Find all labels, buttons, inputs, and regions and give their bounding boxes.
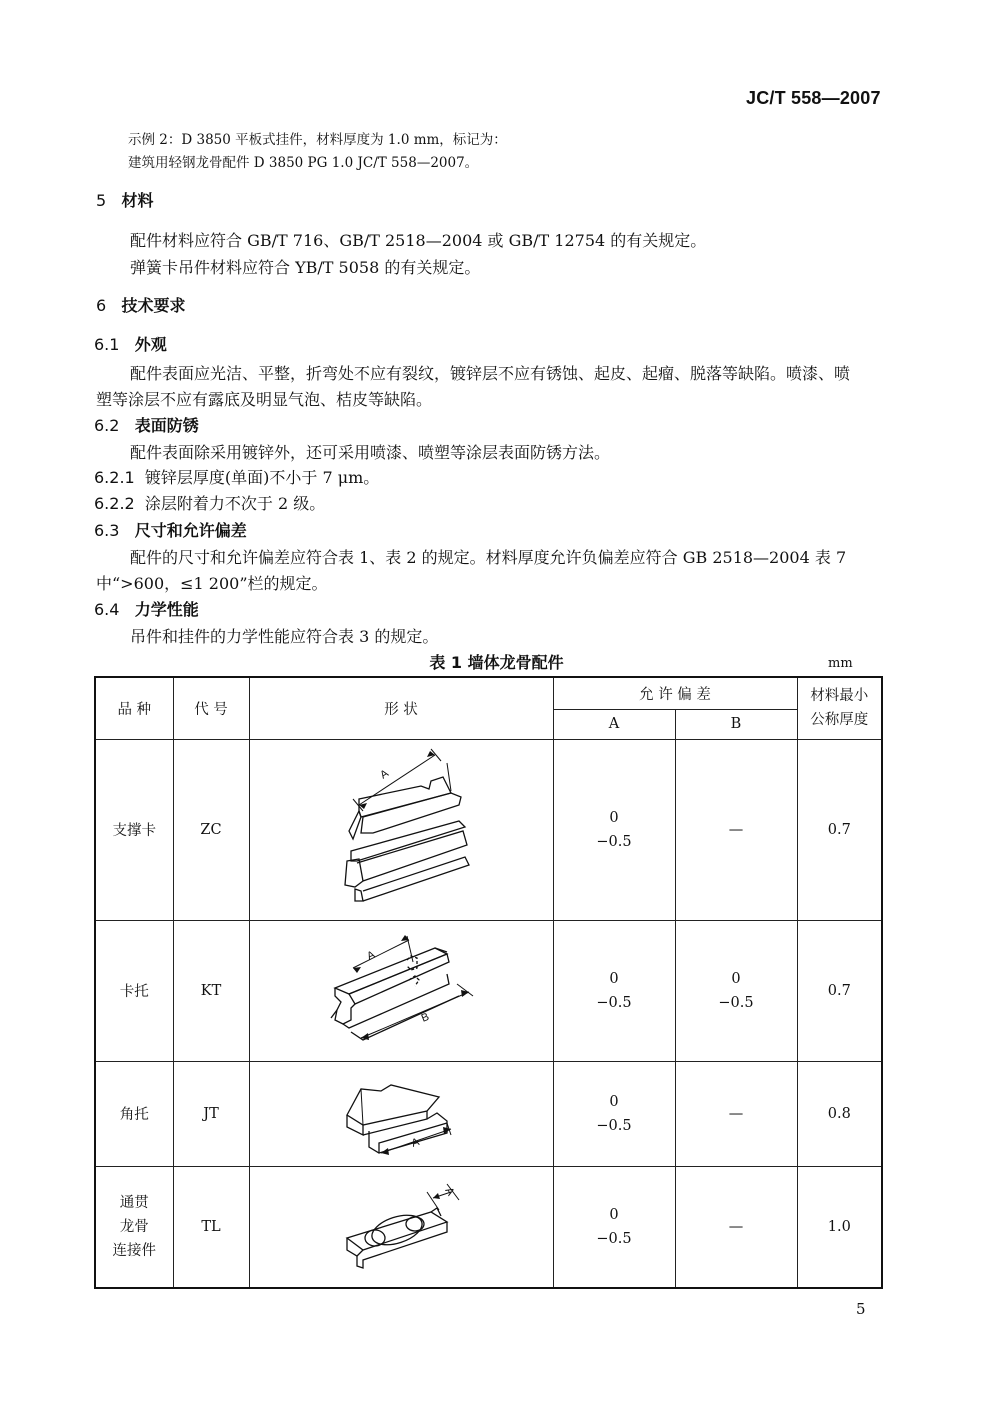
section-number: 6 — [96, 296, 107, 315]
variety-line-1: 通贯 — [119, 1194, 149, 1211]
section-6-1-paragraph-line-2: 塑等涂层不应有露底及明显气泡、桔皮等缺陷。 — [96, 390, 433, 409]
tolerance-a-lower: −0.5 — [596, 833, 632, 850]
section-number: 6.2.2 — [94, 494, 135, 513]
section-6-heading — [96, 293, 185, 316]
section-text: 涂层附着力不次于 2 级。 — [144, 494, 326, 513]
tolerance-b-upper: 0 — [731, 970, 741, 987]
header-tolerance-b: B — [675, 709, 797, 739]
thickness-cell: 1.0 — [797, 1166, 882, 1288]
shape-cell — [249, 920, 553, 1061]
tolerance-a-cell — [553, 739, 675, 920]
section-6-2-2 — [94, 491, 325, 514]
section-6-2-1 — [94, 465, 379, 488]
section-text: 镀锌层厚度(单面)不小于 7 μm。 — [144, 468, 380, 487]
section-6-1-paragraph-line-1: 配件表面应光洁、平整，折弯处不应有裂纹，镀锌层不应有锈蚀、起皮、起瘤、脱落等缺陷。喷漆、喷 — [130, 364, 851, 383]
variety-cell: 卡托 — [95, 920, 173, 1061]
section-title: 表面防锈 — [134, 416, 199, 435]
thickness-cell: 0.8 — [797, 1061, 882, 1166]
standard-number: JC/T 558—2007 — [746, 88, 881, 108]
section-title: 外观 — [134, 335, 167, 354]
thickness-cell: 0.7 — [797, 920, 882, 1061]
tolerance-a-lower: −0.5 — [596, 994, 632, 1011]
shape-cell — [249, 1166, 553, 1288]
table-row — [95, 920, 882, 1061]
header-tolerance-a: A — [553, 709, 675, 739]
through-stud-connector-drawing — [251, 1168, 551, 1286]
dimension-a-label: A — [442, 1185, 457, 1198]
section-6-2-heading — [94, 413, 199, 436]
section-title: 技术要求 — [121, 296, 186, 315]
section-number: 5 — [96, 191, 107, 210]
header-variety: 品 种 — [95, 677, 173, 739]
shape-cell — [249, 739, 553, 920]
table-unit: mm — [828, 656, 853, 671]
variety-line-3: 连接件 — [112, 1242, 156, 1259]
example-line-1: 示例 2：D 3850 平板式挂件，材料厚度为 1.0 mm，标记为： — [128, 132, 507, 148]
section-5-heading — [96, 188, 153, 211]
section-title: 力学性能 — [134, 600, 199, 619]
tolerance-b-lower: −0.5 — [718, 994, 754, 1011]
code-cell: ZC — [173, 739, 249, 920]
tolerance-b-upper: — — [728, 821, 744, 838]
dimension-b-label: B — [419, 1010, 431, 1025]
header-min-thickness — [797, 677, 882, 739]
section-title: 材料 — [121, 191, 154, 210]
code-cell: JT — [173, 1061, 249, 1166]
dimension-a-label: A — [365, 948, 377, 963]
page-number: 5 — [856, 1300, 866, 1318]
table-row — [95, 739, 882, 920]
tolerance-b-upper: — — [728, 1105, 744, 1122]
header-code: 代 号 — [173, 677, 249, 739]
tolerance-b-cell — [675, 1061, 797, 1166]
thickness-cell: 0.7 — [797, 739, 882, 920]
tolerance-a-upper: 0 — [609, 1206, 619, 1223]
code-cell: TL — [173, 1166, 249, 1288]
header-shape: 形 状 — [249, 677, 553, 739]
table-row — [95, 1061, 882, 1166]
dimension-a-label: A — [409, 1135, 421, 1150]
tolerance-b-cell — [675, 920, 797, 1061]
tolerance-b-cell — [675, 739, 797, 920]
section-5-paragraph-1: 配件材料应符合 GB/T 716、GB/T 2518—2004 或 GB/T 12754 的有关规定。 — [130, 231, 707, 250]
variety-line-2: 龙骨 — [119, 1218, 149, 1235]
header-thickness-line-2: 公称厚度 — [810, 712, 869, 729]
clip-bracket-drawing — [251, 922, 551, 1060]
section-number: 6.2 — [94, 416, 120, 435]
wall-stud-accessories-table — [94, 676, 883, 1289]
section-number: 6.1 — [94, 335, 120, 354]
section-5-paragraph-2: 弹簧卡吊件材料应符合 YB/T 5058 的有关规定。 — [130, 258, 481, 277]
code-cell: KT — [173, 920, 249, 1061]
table-row — [95, 1166, 882, 1288]
section-number: 6.2.1 — [94, 468, 135, 487]
section-6-4-heading — [94, 597, 199, 620]
tolerance-a-upper: 0 — [609, 809, 619, 826]
shape-cell — [249, 1061, 553, 1166]
section-6-3-heading — [94, 518, 247, 541]
section-number: 6.4 — [94, 600, 120, 619]
tolerance-b-upper: — — [728, 1218, 744, 1235]
variety-cell: 角托 — [95, 1061, 173, 1166]
dimension-a-label: A — [378, 766, 391, 782]
support-clip-drawing — [251, 741, 551, 919]
section-6-3-paragraph-line-1: 配件的尺寸和允许偏差应符合表 1、表 2 的规定。材料厚度允许负偏差应符合 GB 2518—2004 表 7 — [130, 548, 847, 567]
header-thickness-line-1: 材料最小 — [810, 688, 869, 705]
variety-cell — [95, 1166, 173, 1288]
section-6-4-paragraph: 吊件和挂件的力学性能应符合表 3 的规定。 — [130, 627, 439, 646]
tolerance-a-upper: 0 — [609, 1093, 619, 1110]
section-6-3-paragraph-line-2: 中“>600，≤1 200”栏的规定。 — [96, 574, 328, 593]
variety-cell: 支撑卡 — [95, 739, 173, 920]
tolerance-a-lower: −0.5 — [596, 1117, 632, 1134]
tolerance-a-cell — [553, 920, 675, 1061]
table-caption: 表 1 墙体龙骨配件 — [429, 653, 564, 672]
tolerance-a-cell — [553, 1061, 675, 1166]
example-line-2: 建筑用轻钢龙骨配件 D 3850 PG 1.0 JC/T 558—2007。 — [128, 155, 479, 171]
section-6-1-heading — [94, 332, 167, 355]
tolerance-a-upper: 0 — [609, 970, 619, 987]
tolerance-a-cell — [553, 1166, 675, 1288]
header-tolerance: 允 许 偏 差 — [553, 677, 797, 709]
section-number: 6.3 — [94, 521, 120, 540]
section-title: 尺寸和允许偏差 — [134, 521, 247, 540]
tolerance-a-lower: −0.5 — [596, 1230, 632, 1247]
tolerance-b-cell — [675, 1166, 797, 1288]
section-6-2-paragraph: 配件表面除采用镀锌外，还可采用喷漆、喷塑等涂层表面防锈方法。 — [130, 443, 611, 462]
angle-bracket-drawing — [251, 1063, 551, 1165]
